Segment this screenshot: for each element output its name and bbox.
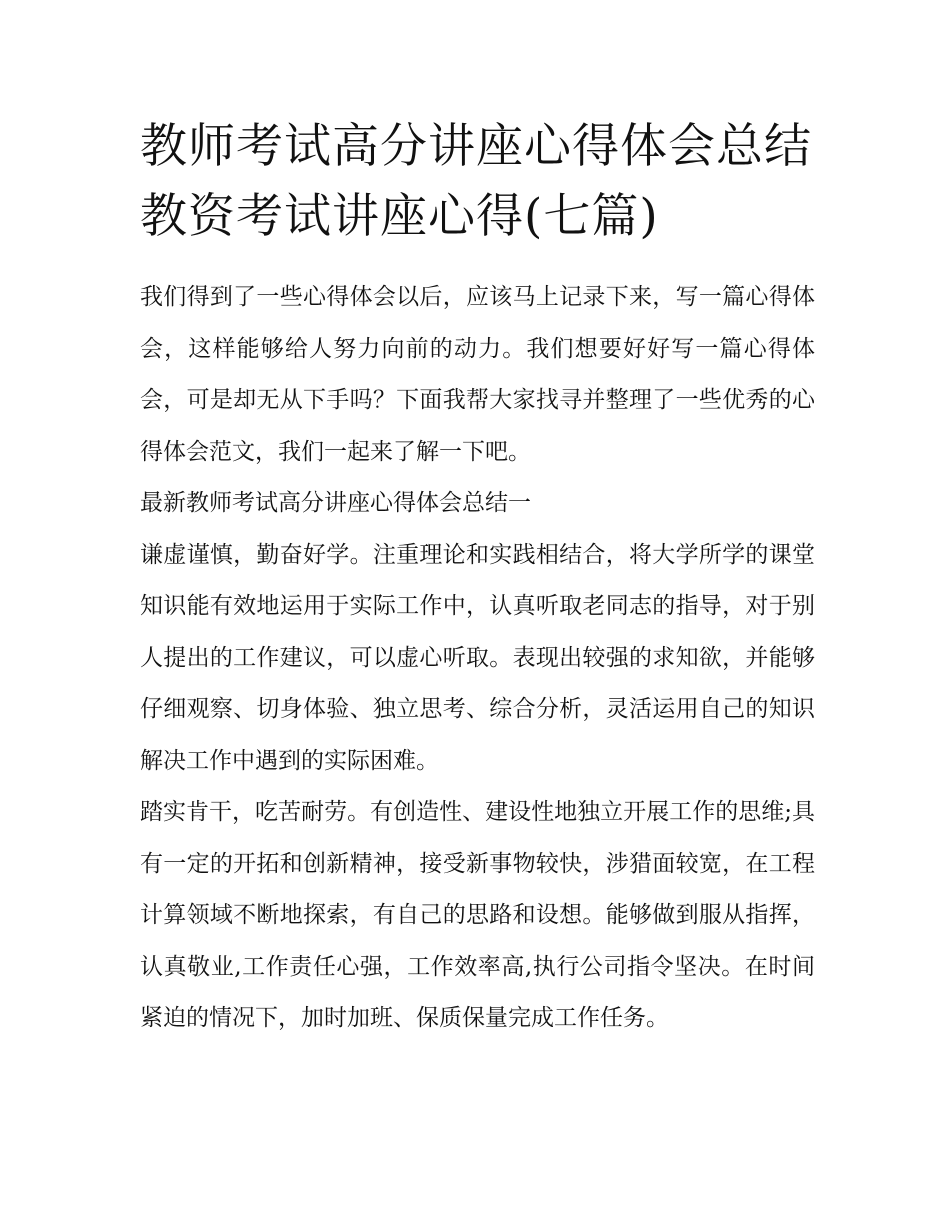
body-paragraph-1: 谦虚谨慎，勤奋好学。注重理论和实践相结合，将大学所学的课堂知识能有效地运用于实际工作中，认真听取老同志的指导，对于别人提出的工作建议，可以虚心听取。表现出较强的求知欲，并能够仔细观察、切身体验、独立思考、综合分析，灵活运用自己的知识解决工作中遇到的实际困难。: [140, 541, 815, 774]
intro-paragraph: 我们得到了一些心得体会以后，应该马上记录下来，写一篇心得体会，这样能够给人努力向前的动力。我们想要好好写一篇心得体会，可是却无从下手吗？下面我帮大家找寻并整理了一些优秀的心得体会范文，我们一起来了解一下吧。: [140, 284, 815, 465]
document-body: [140, 112, 815, 1045]
body-paragraph-2: 踏实肯干，吃苦耐劳。有创造性、建设性地独立开展工作的思维;具有一定的开拓和创新精神，接受新事物较快，涉猎面较宽，在工程计算领域不断地探索，有自己的思路和设想。能够做到服从指挥，认真敬业,工作责任心强，工作效率高,执行公司指令坚决。在时间紧迫的情况下，加时加班、保质保量完成工作任务。: [140, 799, 815, 1031]
section-heading: 最新教师考试高分讲座心得体会总结一: [140, 490, 531, 516]
document-title: 教师考试高分讲座心得体会总结 教资考试讲座心得(七篇): [140, 119, 812, 244]
